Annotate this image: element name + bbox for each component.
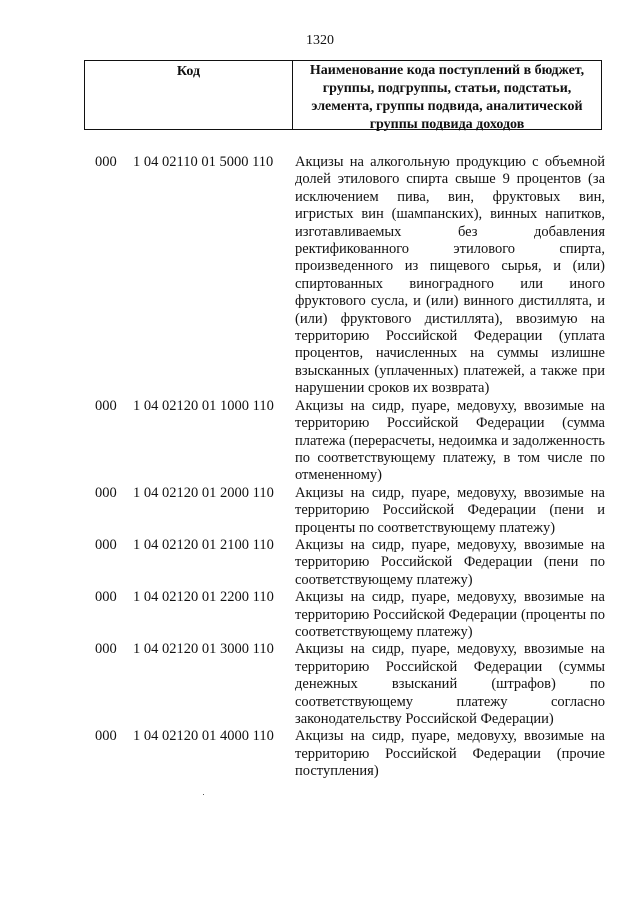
row-name: Акцизы на сидр, пуаре, медовуху, ввозимые на территорию Российской Федерации (проценты по соответствующему платежу) — [295, 589, 605, 640]
row-revenue-code: 1 04 02120 01 4000 110 — [133, 728, 274, 745]
row-revenue-code: 1 04 02120 01 1000 110 — [133, 397, 274, 414]
row-name: Акцизы на сидр, пуаре, медовуху, ввозимые на территорию Российской Федерации (прочие поступления) — [295, 728, 605, 780]
row-admin-code: 000 — [95, 536, 117, 553]
row-revenue-code: 1 04 02120 01 2000 110 — [133, 484, 274, 501]
row-admin-code: 000 — [95, 397, 117, 414]
header-code-column: Код — [85, 61, 293, 129]
revenue-code-list — [95, 154, 605, 781]
row-name: Акцизы на сидр, пуаре, медовуху, ввозимые на территорию Российской Федерации (сумма платежа (перерасчеты, недоимка и задолженность по соответствующему платежу, в том числе по отмененному) — [295, 397, 605, 484]
scan-speck — [203, 794, 204, 795]
row-admin-code: 000 — [95, 589, 117, 606]
table-row — [95, 398, 605, 485]
table-row — [95, 154, 605, 398]
table-header — [84, 60, 602, 130]
table-row — [95, 485, 605, 537]
row-name: Акцизы на сидр, пуаре, медовуху, ввозимые на территорию Российской Федерации (суммы денежных взысканий (штрафов) по соответствующему платежу согласно законодательству Российской Федерации) — [295, 641, 605, 727]
header-name-column: Наименование кода поступлений в бюджет, группы, подгруппы, статьи, подстатьи, элемента, группы подвида, аналитической группы подвида доходов — [309, 63, 585, 132]
page-number: 1320 — [306, 33, 334, 48]
row-revenue-code: 1 04 02120 01 2200 110 — [133, 589, 274, 606]
row-revenue-code: 1 04 02120 01 2100 110 — [133, 536, 274, 553]
row-name: Акцизы на сидр, пуаре, медовуху, ввозимые на территорию Российской Федерации (пени по соответствующему платежу) — [295, 536, 605, 588]
table-row — [95, 537, 605, 589]
row-revenue-code: 1 04 02120 01 3000 110 — [133, 641, 274, 658]
table-row — [95, 589, 605, 641]
row-admin-code: 000 — [95, 484, 117, 501]
table-row — [95, 641, 605, 728]
row-admin-code: 000 — [95, 641, 117, 658]
row-name: Акцизы на сидр, пуаре, медовуху, ввозимые на территорию Российской Федерации (пени и проценты по соответствующему платежу) — [295, 484, 605, 536]
row-name: Акцизы на алкогольную продукцию с объемной долей этилового спирта свыше 9 процентов (за исключением пива, вин, фруктовых вин, игристых вин (шампанских), винных напитков, изготавливаемых без добавления ректификованного этилового спирта, произведенного из пищевого сырья, и (или) спиртованных виноградного или иного фруктового сусла, и (или) винного дистиллята, и (или) фруктового дистиллята), ввозимую на территорию Российской Федерации (уплата процентов, начисленных на суммы излишне взысканных (уплаченных) платежей, а также при нарушении сроков их возврата) — [295, 154, 605, 397]
row-admin-code: 000 — [95, 728, 117, 745]
table-row — [95, 728, 605, 780]
row-revenue-code: 1 04 02110 01 5000 110 — [133, 154, 274, 170]
row-admin-code: 000 — [95, 154, 117, 170]
